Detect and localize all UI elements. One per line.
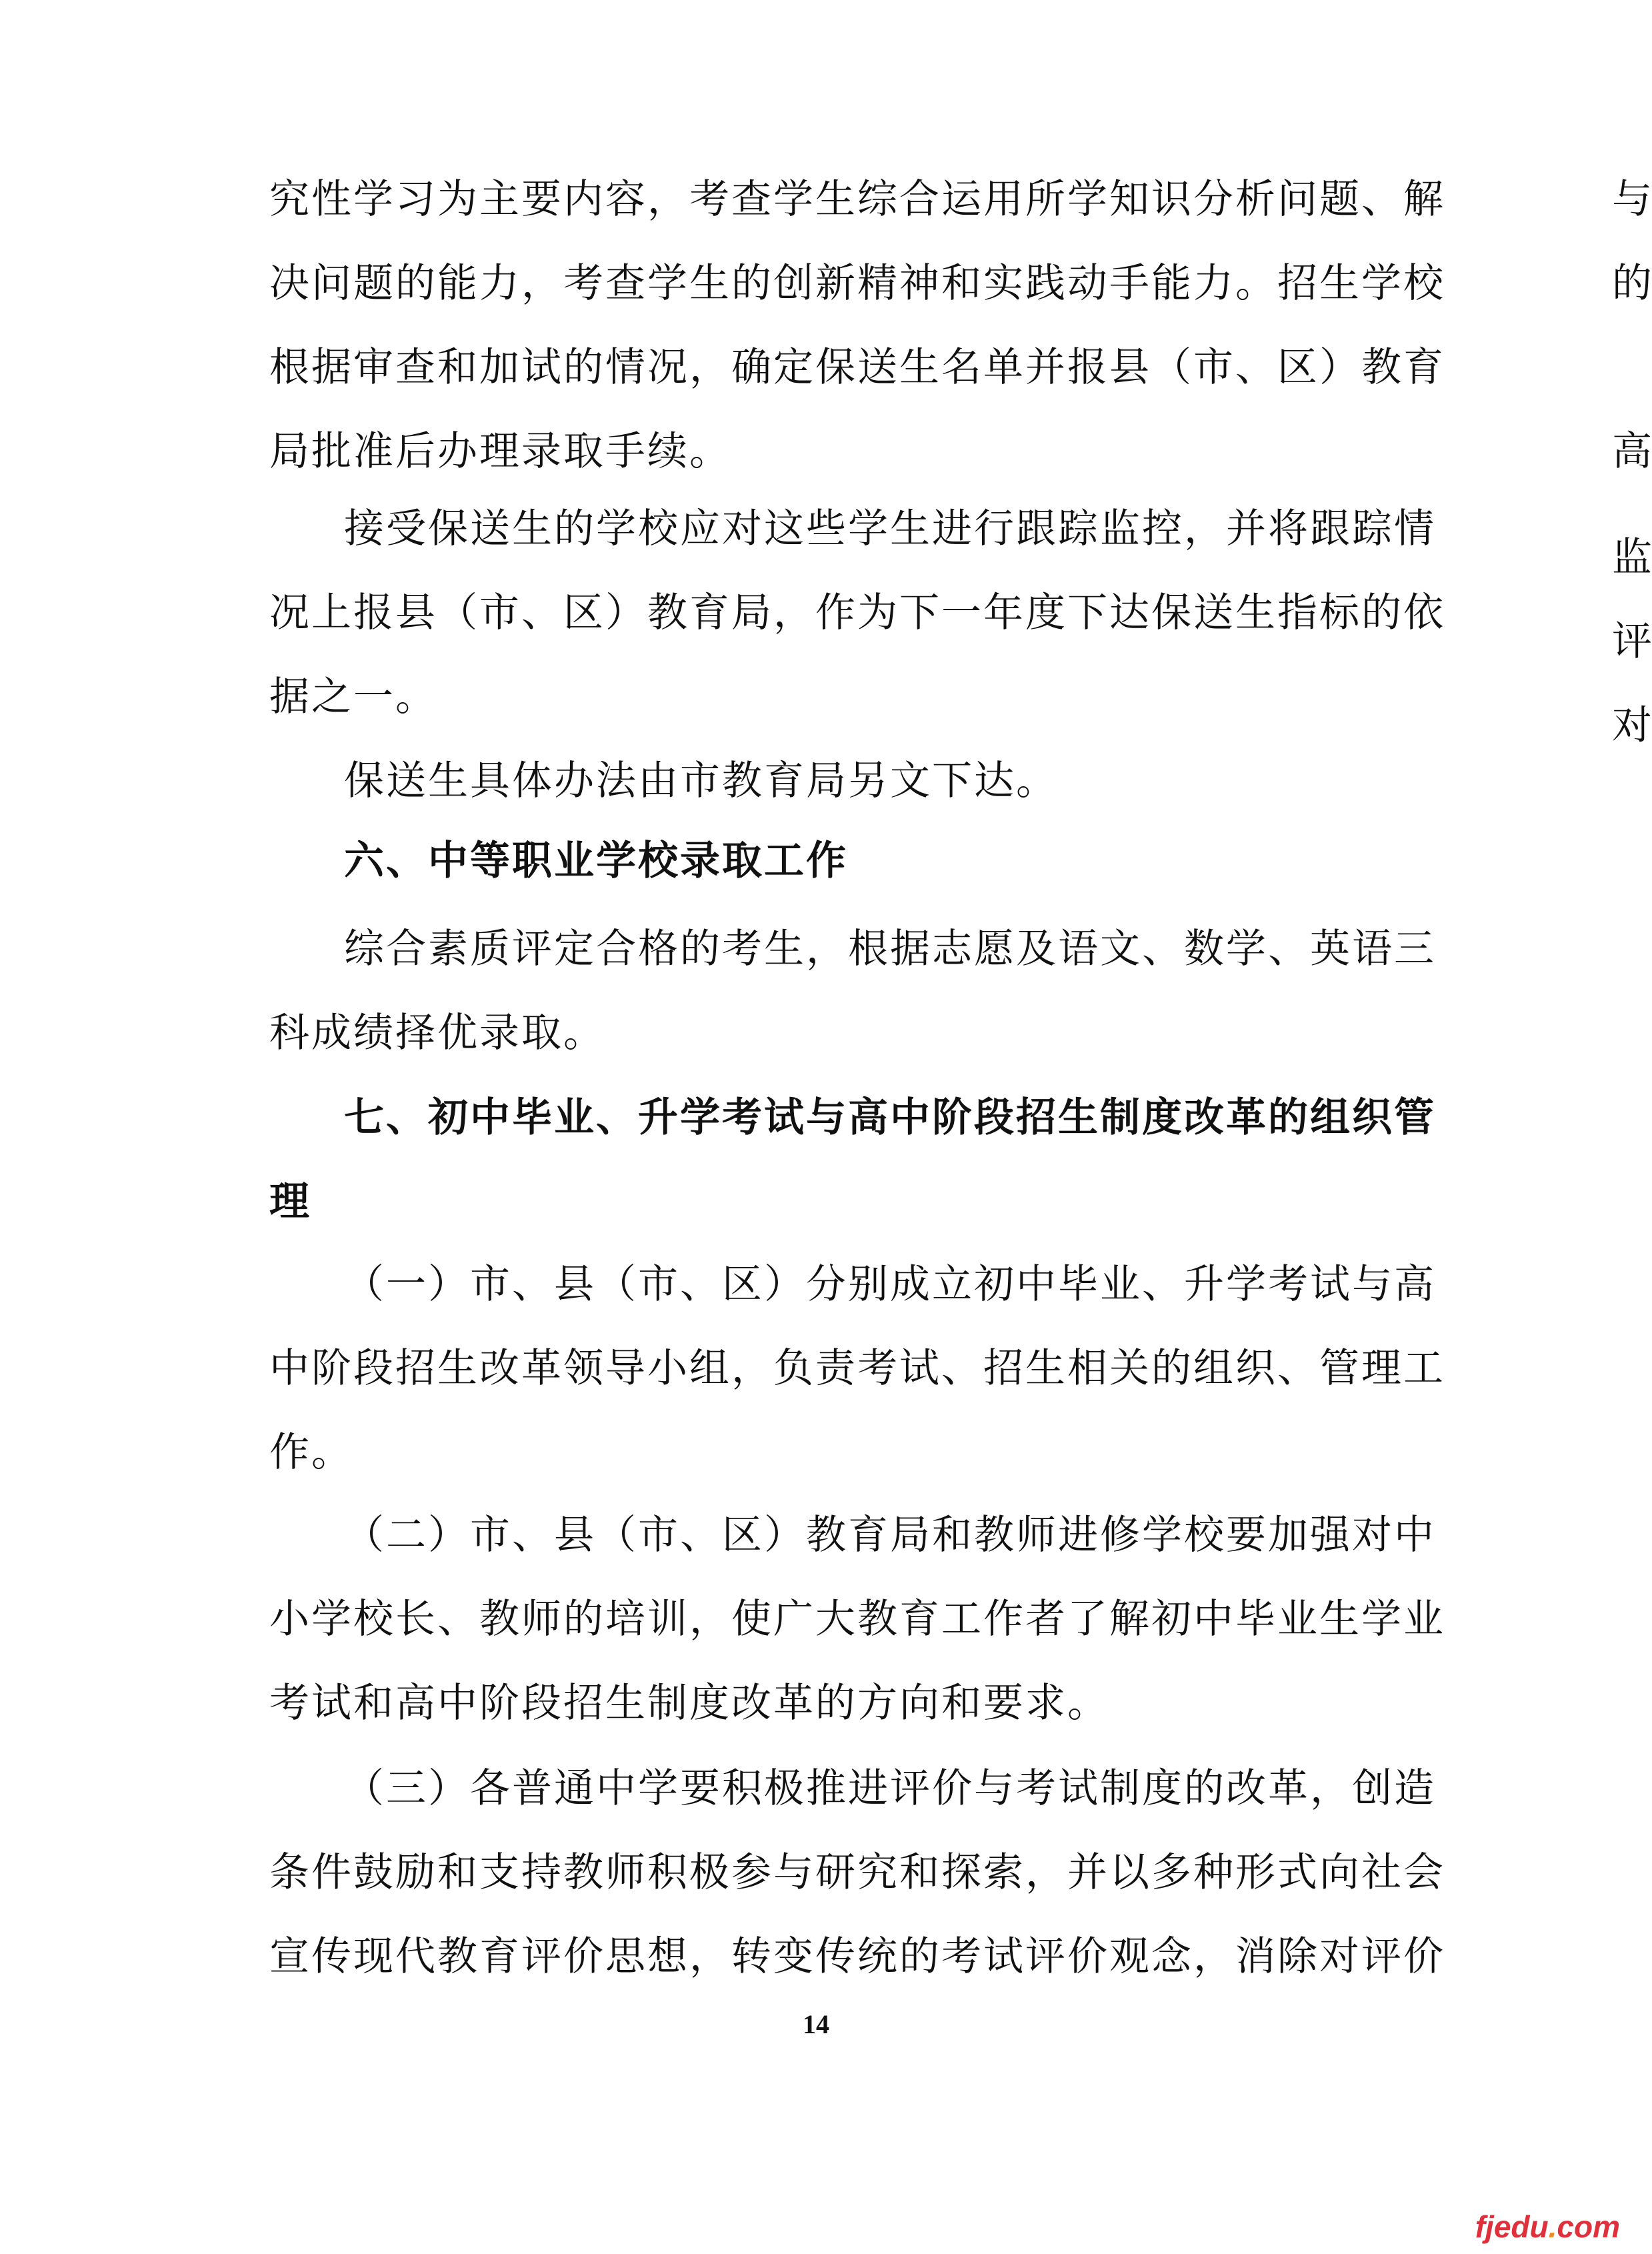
- edge-char: 评: [1612, 618, 1652, 665]
- watermark-main: fjedu: [1475, 2209, 1549, 2244]
- text-line: （一）市、县（市、区）分别成立初中毕业、升学考试与高: [344, 1261, 1436, 1308]
- text-line: （三）各普通中学要积极推进评价与考试制度的改革，创造: [344, 1765, 1436, 1812]
- text-line: 局批准后办理录取手续。: [269, 428, 731, 475]
- edge-char: 对: [1612, 702, 1652, 749]
- edge-char: 与: [1612, 176, 1652, 223]
- edge-char: 的: [1612, 260, 1652, 307]
- text-line: 接受保送生的学校应对这些学生进行跟踪监控，并将跟踪情: [344, 505, 1436, 552]
- text-line: 作。: [269, 1429, 353, 1476]
- text-line: 科成绩择优录取。: [269, 1010, 605, 1056]
- text-line: 究性学习为主要内容，考查学生综合运用所学知识分析问题、解: [269, 176, 1445, 223]
- text-line: （二）市、县（市、区）教育局和教师进修学校要加强对中: [344, 1512, 1436, 1558]
- text-line: 综合素质评定合格的考生，根据志愿及语文、数学、英语三: [344, 926, 1436, 972]
- watermark-logo: [1475, 2209, 1620, 2245]
- watermark-dot: .: [1548, 2209, 1557, 2244]
- text-line: 条件鼓励和支持教师积极参与研究和探索，并以多种形式向社会: [269, 1849, 1445, 1896]
- text-line: 小学校长、教师的培训，使广大教育工作者了解初中毕业生学业: [269, 1596, 1445, 1642]
- edge-char: 高: [1612, 428, 1652, 475]
- text-line: 据之一。: [269, 674, 437, 720]
- text-line: 根据审查和加试的情况，确定保送生名单并报县（市、区）教育: [269, 344, 1445, 391]
- page-number: 14: [803, 2009, 829, 2039]
- edge-char: 监: [1612, 534, 1652, 581]
- text-line: 决问题的能力，考查学生的创新精神和实践动手能力。招生学校: [269, 260, 1445, 307]
- text-line: 保送生具体办法由市教育局另文下达。: [344, 758, 1058, 804]
- section-heading: 六、中等职业学校录取工作: [344, 838, 848, 884]
- text-line: 宣传现代教育评价思想，转变传统的考试评价观念，消除对评价: [269, 1933, 1445, 1980]
- watermark-tld: com: [1557, 2209, 1620, 2244]
- section-heading-continued: 理: [269, 1178, 311, 1225]
- section-heading: 七、初中毕业、升学考试与高中阶段招生制度改革的组织管: [344, 1094, 1436, 1141]
- text-line: 中阶段招生改革领导小组，负责考试、招生相关的组织、管理工: [269, 1345, 1445, 1392]
- text-line: 考试和高中阶段招生制度改革的方向和要求。: [269, 1680, 1109, 1727]
- text-line: 况上报县（市、区）教育局，作为下一年度下达保送生指标的依: [269, 590, 1445, 636]
